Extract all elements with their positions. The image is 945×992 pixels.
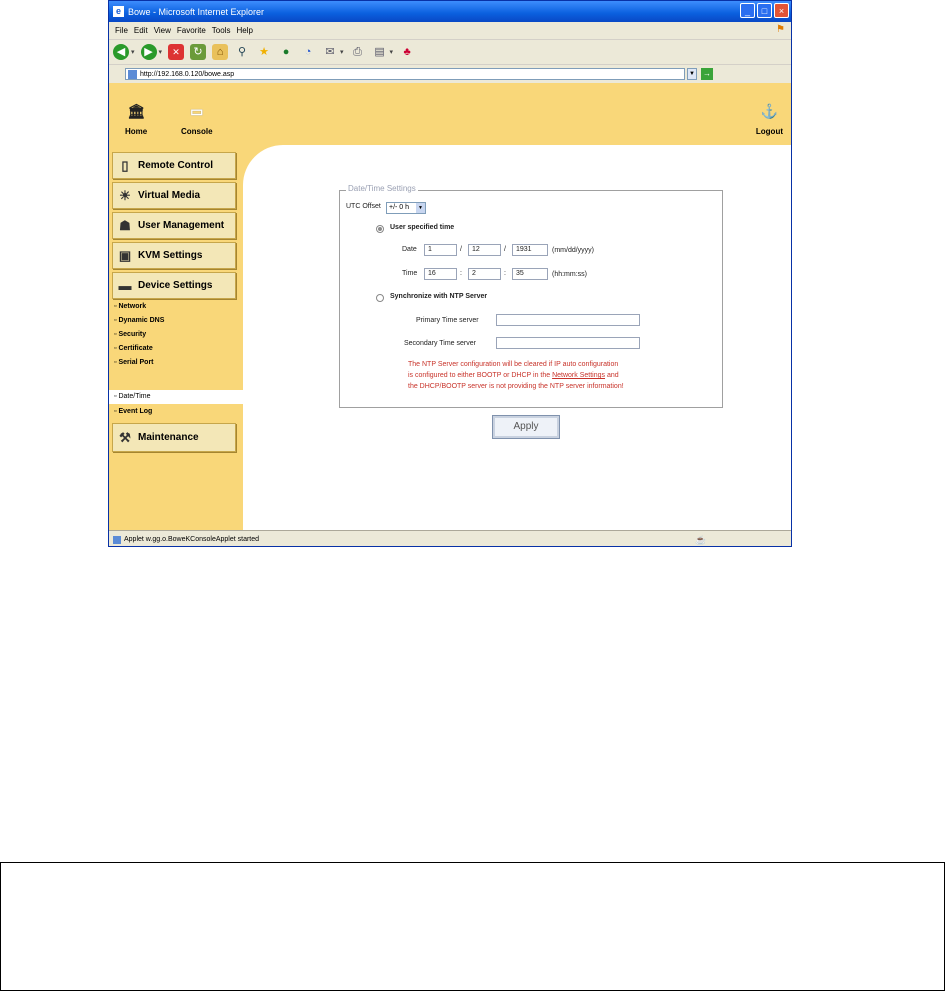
remote-control-icon: ▯ bbox=[121, 157, 129, 173]
edit-icon[interactable]: ▤ bbox=[374, 46, 385, 58]
ntp-warning-line-3: the DHCP/BOOTP server is not providing the NTP server information! bbox=[408, 383, 624, 390]
home-icon[interactable]: ⌂ bbox=[212, 44, 228, 60]
utc-offset-label: UTC Offset bbox=[346, 203, 381, 210]
ntp-warning-text: and bbox=[605, 372, 619, 379]
anchor-icon: ⚓ bbox=[760, 103, 779, 119]
time-minute-input[interactable]: 2 bbox=[468, 268, 501, 280]
logout-link-label: Logout bbox=[755, 127, 783, 136]
nav-remote-control[interactable] bbox=[112, 152, 236, 179]
secondary-server-label: Secondary Time server bbox=[404, 340, 476, 347]
console-window-icon: ▭ bbox=[190, 103, 204, 119]
ie-logo-icon: e bbox=[113, 6, 124, 17]
date-day-input[interactable]: 1 bbox=[424, 244, 457, 256]
subnav-serial-port[interactable]: ▫ Serial Port bbox=[114, 359, 154, 366]
date-year-input[interactable]: 1931 bbox=[512, 244, 548, 256]
time-separator: : bbox=[504, 270, 506, 277]
address-url: http://192.168.0.120/bowe.asp bbox=[140, 70, 235, 78]
date-format-hint: (mm/dd/yyyy) bbox=[552, 247, 594, 254]
kvm-settings-icon: ▣ bbox=[118, 247, 132, 263]
subnav-certificate[interactable]: ▫ Certificate bbox=[114, 345, 153, 352]
nav-virtual-media[interactable] bbox=[112, 182, 236, 209]
back-icon[interactable]: ◀ bbox=[113, 44, 129, 60]
menu-help[interactable]: Help bbox=[236, 26, 253, 35]
home-link[interactable] bbox=[125, 103, 147, 136]
maintenance-icon: ⚒ bbox=[119, 429, 131, 445]
date-label: Date bbox=[402, 246, 417, 253]
time-second-input[interactable]: 35 bbox=[512, 268, 548, 280]
nav-kvm-settings[interactable] bbox=[112, 242, 236, 269]
utc-offset-select[interactable] bbox=[386, 202, 426, 214]
nav-user-management[interactable] bbox=[112, 212, 236, 239]
window-controls bbox=[740, 3, 789, 18]
empty-caption-box bbox=[0, 862, 945, 991]
close-button[interactable]: × bbox=[774, 3, 789, 18]
datetime-fieldset bbox=[339, 184, 723, 408]
address-bar bbox=[109, 65, 791, 84]
java-status-icon: ☕ bbox=[695, 535, 707, 545]
ntp-warning-line-2 bbox=[408, 372, 619, 379]
mail-icon[interactable]: ✉ bbox=[325, 46, 335, 58]
secondary-server-input[interactable] bbox=[496, 337, 640, 349]
address-field[interactable] bbox=[125, 68, 685, 80]
favorites-icon[interactable]: ★ bbox=[259, 46, 269, 58]
utc-offset-value: +/- 0 h bbox=[389, 204, 410, 211]
browser-window bbox=[108, 0, 792, 547]
nav-label: Remote Control bbox=[138, 160, 213, 171]
page-icon bbox=[128, 70, 137, 79]
search-icon[interactable]: ⚲ bbox=[238, 46, 247, 58]
forward-icon[interactable]: ▶ bbox=[141, 44, 157, 60]
subnav-dynamic-dns[interactable]: ▫ Dynamic DNS bbox=[114, 317, 164, 324]
primary-server-label: Primary Time server bbox=[416, 317, 479, 324]
user-specified-radio[interactable] bbox=[376, 225, 384, 233]
back-dropdown-icon[interactable]: ▾ bbox=[131, 49, 135, 56]
print-icon[interactable]: ⎙ bbox=[353, 46, 362, 58]
date-separator: / bbox=[504, 246, 506, 253]
apply-button[interactable]: Apply bbox=[493, 416, 559, 438]
time-format-hint: (hh:mm:ss) bbox=[552, 271, 587, 278]
menu-favorites[interactable]: Favorite bbox=[176, 26, 206, 35]
menu-file[interactable]: File bbox=[115, 26, 128, 35]
page-viewport bbox=[109, 83, 792, 530]
nav-label: KVM Settings bbox=[138, 250, 203, 261]
stop-icon[interactable]: ✕ bbox=[168, 44, 184, 60]
nav-label: Device Settings bbox=[138, 280, 213, 291]
title-bar bbox=[109, 1, 791, 22]
time-label: Time bbox=[402, 270, 418, 277]
date-separator: / bbox=[460, 246, 462, 253]
status-bar bbox=[109, 530, 792, 547]
home-link-label: Home bbox=[125, 127, 148, 136]
subnav-date-time[interactable]: ▫ Date/Time bbox=[114, 393, 151, 400]
logout-link[interactable] bbox=[756, 103, 783, 136]
page-status-icon bbox=[113, 536, 121, 544]
status-text: Applet w.gg.o.BoweKConsoleApplet started bbox=[124, 536, 260, 543]
menu-tools[interactable]: Tools bbox=[211, 26, 231, 35]
top-band bbox=[109, 83, 792, 145]
fieldset-legend: Date/Time Settings bbox=[348, 184, 416, 193]
console-link-label: Console bbox=[181, 127, 213, 136]
device-settings-icon: ▬ bbox=[118, 278, 132, 293]
ntp-label: Synchronize with NTP Server bbox=[390, 293, 488, 300]
primary-server-input[interactable] bbox=[496, 314, 640, 326]
subnav-security[interactable]: ▫ Security bbox=[114, 331, 146, 338]
mail-dropdown-icon[interactable]: ▾ bbox=[340, 49, 344, 56]
subnav-network[interactable]: ▫ Network bbox=[114, 303, 146, 310]
minimize-button[interactable]: _ bbox=[740, 3, 755, 18]
nav-label: Maintenance bbox=[138, 432, 199, 443]
messenger-icon[interactable]: ♣ bbox=[403, 46, 411, 58]
forward-dropdown-icon[interactable]: ▾ bbox=[158, 49, 163, 56]
date-month-input[interactable]: 12 bbox=[468, 244, 501, 256]
ntp-warning-line-1: The NTP Server configuration will be cleared if IP auto configuration bbox=[408, 361, 619, 368]
sidebar bbox=[109, 145, 243, 530]
time-hour-input[interactable]: 16 bbox=[424, 268, 457, 280]
nav-label: User Management bbox=[138, 220, 225, 231]
media-icon[interactable]: ● bbox=[282, 46, 290, 58]
menu-bar bbox=[109, 22, 791, 40]
building-icon: 🏛 bbox=[127, 103, 145, 119]
refresh-icon[interactable]: ↻ bbox=[190, 44, 206, 60]
console-link[interactable] bbox=[181, 103, 213, 136]
network-settings-link[interactable]: Network Settings bbox=[552, 372, 606, 379]
subnav-event-log[interactable]: ▫ Event Log bbox=[114, 408, 152, 415]
address-dropdown-icon[interactable]: ▼ bbox=[687, 68, 697, 80]
nav-label: Virtual Media bbox=[138, 190, 201, 201]
user-management-icon: ☗ bbox=[119, 217, 131, 233]
go-button[interactable]: → bbox=[703, 69, 711, 78]
menu-view[interactable]: View bbox=[153, 26, 171, 35]
windows-logo-icon: ⚑ bbox=[776, 24, 785, 35]
nav-device-settings[interactable] bbox=[112, 272, 236, 299]
content-corner bbox=[243, 145, 303, 205]
time-separator: : bbox=[460, 270, 462, 277]
history-icon[interactable]: ◔ bbox=[304, 46, 312, 58]
ntp-warning-text: is configured to either BOOTP or DHCP in the bbox=[408, 372, 553, 379]
browser-toolbar bbox=[109, 40, 791, 65]
menu-edit[interactable]: Edit bbox=[133, 26, 148, 35]
edit-dropdown-icon[interactable]: ▾ bbox=[389, 49, 394, 56]
dropdown-arrow-icon: ▼ bbox=[416, 203, 425, 213]
maximize-button[interactable]: □ bbox=[757, 3, 772, 18]
ntp-radio[interactable] bbox=[376, 294, 384, 302]
user-specified-label: User specified time bbox=[390, 224, 455, 231]
nav-maintenance[interactable] bbox=[112, 423, 236, 452]
window-title: Bowe - Microsoft Internet Explorer bbox=[128, 6, 265, 17]
virtual-media-icon: ☀ bbox=[119, 187, 131, 203]
